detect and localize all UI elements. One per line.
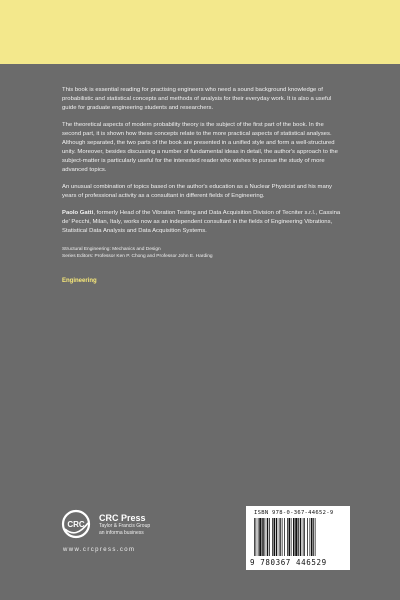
description-paragraph-2: The theoretical aspects of modern probability theory is the subject of the first part of the book. In the second part, it is shown how these concepts relate to the more practical aspects of statistical analyses. Although separated, the two parts of the book are presented in a unified style and form a well-structured unity. Moreover, besides discussing a number of fundamental ideas in detail, the author's approach to the subject-matter is particularly useful for the interested reader who wishes to pursue the study of more advanced topics. [62,122,338,173]
barcode-icon [252,518,344,558]
isbn-barcode [246,506,350,570]
author-name: Paolo Gatti [62,210,94,216]
series-info [62,246,344,260]
crc-logo-icon [61,509,91,539]
publisher-text [99,513,150,536]
description-paragraph-1: This book is essential reading for practising engineers who need a sound background knowledge of probabilistic and statistical concepts and methods of analysis for their everyday work. It is also a useful guide for graduate engineering students and researchers. [62,87,332,111]
description-paragraph-3: An unusual combination of topics based on the author's education as a Nuclear Physicist and his many years of professional activity as a consultant in different fields of Engineering. [62,184,332,199]
isbn-label: ISBN 978-0-367-44652-9 [254,510,334,516]
crc-logo-text: CRC [67,520,85,529]
author-bio [62,209,344,236]
category-label: Engineering [62,278,97,284]
series-title: Structural Engineering: Mechanics and Design [62,247,161,252]
publisher-url: www.crcpress.com [63,547,136,553]
publisher-name: CRC Press [99,513,146,523]
barcode-digits: 9 780367 446529 [250,558,327,567]
series-editors: Series Editors: Professor Ken P. Chong and Professor John E. Harding [62,254,213,259]
back-cover-text [62,86,344,284]
publisher-logo [61,505,201,565]
publisher-group: Taylor & Francis Group [99,523,151,529]
publisher-tagline: an informa business [99,529,144,536]
top-color-band [0,0,400,64]
author-bio-text: , formerly Head of the Vibration Testing and Data Acquisition Division of Tecniter s.r.l., Cassina de' Pecchi, Milan, Italy, works now as an independent consultant in the fields of Engineering Vibrations, Statistical Data Analysis and Data Acquisition Systems. [62,210,341,234]
